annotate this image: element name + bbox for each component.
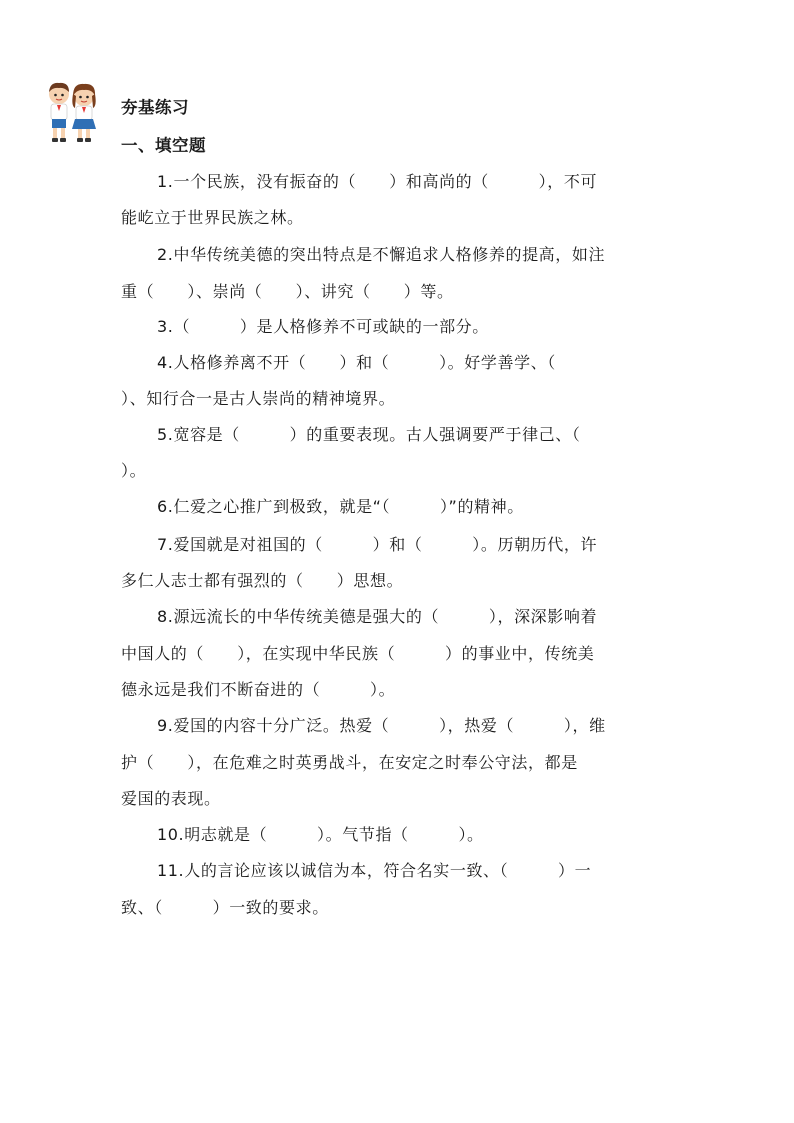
question-line: 致、（ ）一致的要求。 [121,898,329,917]
question-line: 爱国的表现。 [121,789,221,808]
question-line: ）。 [121,461,147,480]
question-line: 9.爱国的内容十分广泛。热爱（ ），热爱（ ），维 [157,716,606,735]
question-line: 多仁人志士都有强烈的（ ）思想。 [121,571,404,590]
question-line: 中国人的（ ），在实现中华民族（ ）的事业中，传统美 [121,644,595,663]
section-title: 一、填空题 [121,136,206,155]
question-line: ）、知行合一是古人崇尚的精神境界。 [121,389,396,408]
students-mascot-icon [40,80,102,144]
question-line: 护（ ），在危难之时英勇战斗，在安定之时奉公守法，都是 [121,753,578,772]
question-line: 重（ ）、崇尚（ ）、讲究（ ）等。 [121,282,454,301]
question-line: 2.中华传统美德的突出特点是不懈追求人格修养的提高，如注 [157,245,606,264]
question-line: 7.爱国就是对祖国的（ ）和（ ）。历朝历代，许 [157,535,598,554]
question-line: 德永远是我们不断奋进的（ ）。 [121,680,396,699]
question-line: 11.人的言论应该以诚信为本，符合名实一致、（ ）一 [157,861,592,880]
question-line: 能屹立于世界民族之林。 [121,208,304,227]
question-line: 10.明志就是（ ）。气节指（ ）。 [157,825,484,844]
question-line: 5.宽容是（ ）的重要表现。古人强调要严于律己、（ [157,425,581,444]
question-line: 3.（ ）是人格修养不可或缺的一部分。 [157,317,489,336]
question-line: 1.一个民族，没有振奋的（ ）和高尚的（ ），不可 [157,172,598,191]
question-line: 6.仁爱之心推广到极致，就是“（ ）”的精神。 [157,497,524,516]
question-line: 8.源远流长的中华传统美德是强大的（ ），深深影响着 [157,607,598,626]
page-heading: 夯基练习 [121,98,189,117]
question-line: 4.人格修养离不开（ ）和（ ）。好学善学、（ [157,353,556,372]
